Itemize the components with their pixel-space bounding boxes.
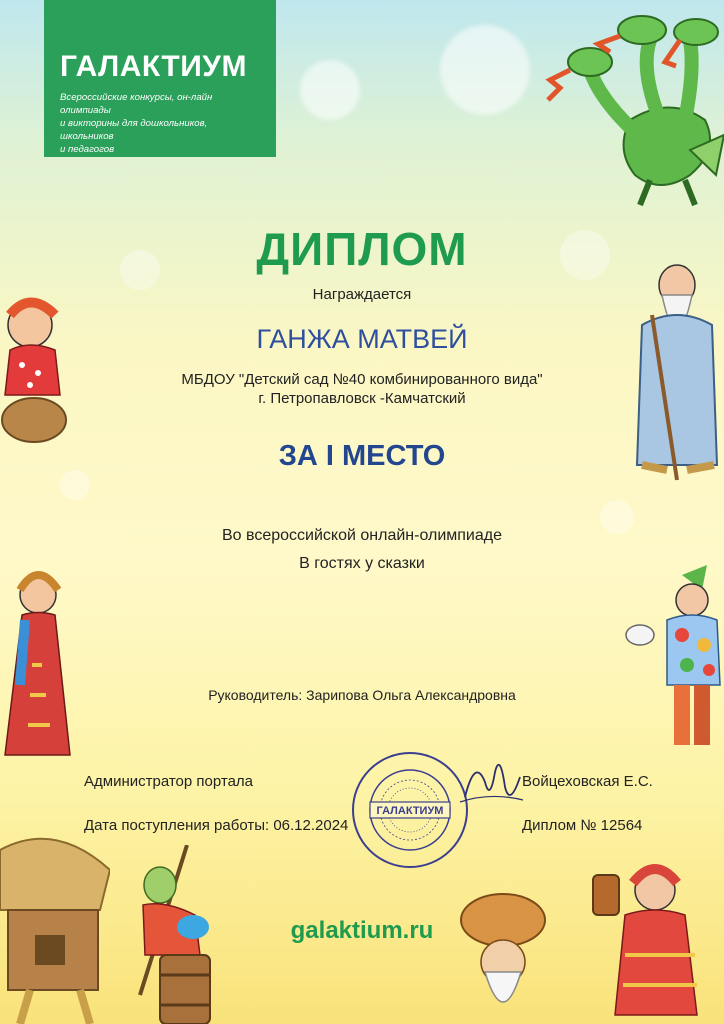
awarded-label: Награждается xyxy=(312,286,412,303)
brand-logo-box xyxy=(44,0,276,157)
diploma-title: ДИПЛОМ xyxy=(256,223,468,275)
bg-bokeh xyxy=(60,470,90,500)
event-line: В гостях у сказки xyxy=(299,555,425,572)
diploma-number: Диплом № 12564 xyxy=(522,817,643,834)
dragon-illustration xyxy=(520,0,724,210)
old-man-illustration xyxy=(622,255,724,485)
leader-line: Руководитель: Зарипова Ольга Александровна xyxy=(208,687,516,703)
hut-illustration xyxy=(0,830,110,1024)
witch-barrel-illustration xyxy=(115,845,225,1024)
mushroom-man-illustration xyxy=(460,892,546,1024)
award-place: ЗА I МЕСТО xyxy=(278,440,446,472)
official-stamp xyxy=(350,750,470,870)
organization xyxy=(150,370,574,408)
submission-date: Дата поступления работы: 06.12.2024 xyxy=(84,817,349,834)
grandma-illustration xyxy=(585,855,705,1024)
girl-sarafan-illustration xyxy=(0,565,80,765)
bg-glow xyxy=(440,25,530,115)
stamp-text: ГАЛАКТИУМ xyxy=(376,805,444,817)
brand-tagline-line: Всероссийские конкурсы, он-лайн олимпиады xyxy=(60,92,213,116)
organization-line: МБДОУ "Детский сад №40 комбинированного вида" xyxy=(181,371,543,388)
event xyxy=(150,522,574,578)
girl-potato-illustration xyxy=(0,295,80,455)
admin-label: Администратор портала xyxy=(84,773,254,790)
website-link[interactable]: galaktium.ru xyxy=(290,917,434,944)
brand-tagline-line: и педагогов xyxy=(60,143,115,155)
bg-glow xyxy=(300,60,360,120)
event-line: Во всероссийской онлайн-олимпиаде xyxy=(222,527,502,544)
brand-tagline-line: и викторины для дошкольников, школьников xyxy=(60,117,208,142)
organization-line: г. Петропавловск -Камчатский xyxy=(258,390,466,407)
admin-name: Войцеховская Е.С. xyxy=(522,773,653,790)
brand-tagline xyxy=(60,92,262,157)
jester-illustration xyxy=(612,565,724,765)
signature xyxy=(455,752,525,812)
recipient-name: ГАНЖА МАТВЕЙ xyxy=(256,324,468,354)
bg-bokeh xyxy=(600,500,634,534)
brand-name: ГАЛАКТИУМ xyxy=(60,50,247,83)
